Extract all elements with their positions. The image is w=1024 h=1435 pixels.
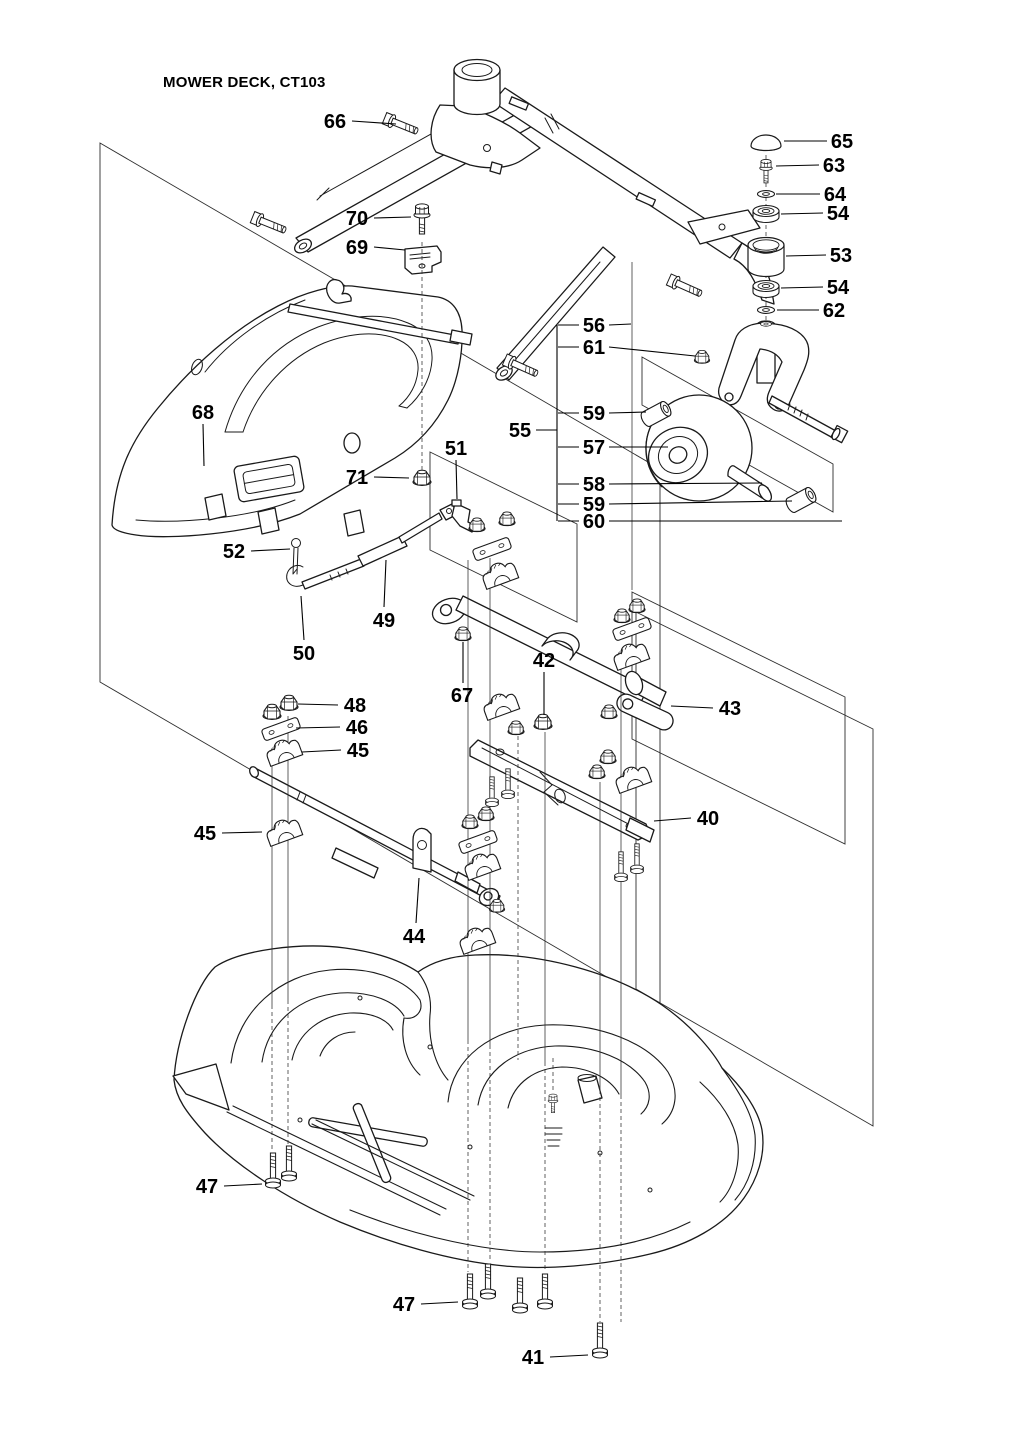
part-label-42 (533, 650, 555, 715)
part-label-49 (373, 560, 395, 632)
callout-number: 54 (826, 277, 850, 299)
hex-bolt-part (760, 159, 772, 182)
flange-locknut-part (413, 470, 431, 485)
part-label-59 (558, 403, 646, 425)
leader-line (781, 287, 823, 288)
callout-number: 70 (345, 208, 369, 230)
cotter-pin-52 (292, 539, 301, 548)
leader-line (609, 412, 646, 413)
part-label-56 (558, 315, 631, 337)
flange-locknut-part (601, 705, 617, 719)
part-label-65 (784, 131, 853, 153)
flange-locknut-part (589, 765, 605, 779)
flange-locknut-part (469, 518, 485, 532)
callout-number: 56 (582, 315, 606, 337)
carriage-bolt-part (615, 852, 628, 882)
part-label-69 (346, 237, 405, 259)
leader-line (301, 596, 304, 640)
callout-number: 62 (822, 300, 846, 322)
callout-number: 60 (582, 511, 606, 533)
diagram-title: MOWER DECK, CT103 (163, 74, 326, 91)
leader-line (609, 324, 631, 325)
part-label-44 (403, 878, 426, 948)
callout-number: 41 (521, 1347, 545, 1369)
flange-locknut-part (462, 815, 478, 829)
axle-bolt-60 (769, 396, 848, 443)
part-label-52 (223, 541, 290, 563)
part-label-61 (558, 337, 695, 359)
backing-plate-part (472, 537, 512, 561)
part-label-47 (196, 1176, 262, 1198)
callout-number: 58 (582, 474, 606, 496)
flange-locknut-part (280, 695, 298, 710)
part-label-67 (451, 642, 473, 707)
leader-line (302, 750, 341, 752)
part-label-45 (302, 740, 369, 762)
flange-locknut-part (629, 599, 645, 613)
rod-tab (413, 828, 431, 872)
leader-line (456, 460, 457, 499)
part-label-50 (293, 596, 315, 665)
leader-line (298, 704, 338, 705)
part-label-48 (298, 695, 366, 717)
hex-bolt-part (250, 211, 288, 237)
washer-part (760, 322, 771, 326)
hex-bolt-part (666, 273, 704, 300)
callout-number: 63 (822, 155, 846, 177)
callout-number: 42 (532, 650, 556, 672)
part-label-41 (522, 1347, 588, 1369)
part-label-63 (776, 155, 845, 177)
flange-locknut-part (614, 609, 630, 623)
callout-number: 67 (450, 685, 474, 707)
leader-line (374, 477, 409, 478)
callout-number: 69 (345, 237, 369, 259)
backing-plate-part (261, 717, 301, 741)
callout-number: 45 (346, 740, 370, 762)
flange-locknut-part (499, 512, 515, 526)
callout-number: 50 (292, 643, 316, 665)
leader-line (781, 213, 823, 214)
leader-line (416, 878, 419, 923)
leader-line (384, 560, 386, 607)
leader-line (550, 1355, 588, 1357)
callout-number: 43 (718, 698, 742, 720)
callout-number: 68 (191, 402, 215, 424)
clamp-half-part (264, 815, 303, 846)
rod-strap (332, 848, 378, 878)
clamp-half-part (611, 639, 650, 670)
callout-number: 55 (508, 420, 532, 442)
deck-bolt-part (481, 1264, 496, 1299)
leader-line (374, 217, 411, 218)
callout-number: 65 (830, 131, 854, 153)
part-label-43 (671, 698, 741, 720)
part-label-62 (777, 300, 845, 322)
clamp-half-part (462, 849, 501, 880)
part-label-40 (654, 808, 719, 830)
callout-number: 53 (829, 245, 853, 267)
part-label-54 (781, 203, 850, 225)
leader-line (786, 255, 826, 256)
callout-number: 47 (195, 1176, 219, 1198)
part-label-53 (786, 245, 852, 267)
callout-number: 61 (582, 337, 606, 359)
bearing-part (753, 281, 779, 298)
backing-plate-part (458, 830, 498, 854)
leader-line (776, 165, 819, 166)
callout-number: 51 (444, 438, 468, 460)
carriage-bolt-part (486, 777, 499, 807)
flange-locknut-part (534, 714, 552, 729)
clamp-half-part (613, 762, 652, 793)
callout-number: 47 (392, 1294, 416, 1316)
bearing-part (753, 206, 779, 223)
part-label-47 (393, 1294, 458, 1316)
callout-number: 71 (345, 467, 369, 489)
deck-cover (112, 280, 472, 537)
callout-number: 46 (345, 717, 369, 739)
flange-locknut-part (263, 704, 281, 719)
deck-bolt-part (513, 1278, 528, 1313)
clamp-half-part (480, 558, 519, 589)
callout-number: 45 (193, 823, 217, 845)
flange-locknut-part (600, 750, 616, 764)
leader-line (421, 1302, 458, 1304)
leader-line (222, 832, 262, 833)
flange-locknut-part (694, 350, 709, 363)
callout-number: 66 (323, 111, 347, 133)
washer-part (758, 307, 775, 314)
part-label-54 (781, 277, 850, 299)
height-linkage (287, 500, 476, 589)
callout-number: 49 (372, 610, 396, 632)
leader-line (251, 549, 290, 551)
washer-part (758, 191, 775, 198)
callout-number: 59 (582, 403, 606, 425)
part-label-45 (194, 823, 262, 845)
hex-bolt-part (382, 112, 420, 138)
wheel-bushing-part (784, 486, 818, 514)
flange-locknut-part (478, 807, 494, 821)
callout-number: 59 (582, 494, 606, 516)
carriage-bolt-part (631, 844, 644, 874)
leader-line (296, 727, 340, 728)
part-label-60 (558, 511, 842, 533)
callout-number: 54 (826, 203, 850, 225)
callout-number: 57 (582, 437, 606, 459)
part-label-46 (296, 717, 368, 739)
leader-line (224, 1184, 262, 1186)
flange-locknut-part (508, 721, 524, 735)
callout-number: 52 (222, 541, 246, 563)
deck-bolt-part (538, 1274, 553, 1309)
deck-bolt-part (593, 1323, 608, 1358)
dust-cap-part (751, 135, 781, 151)
callout-number: 40 (696, 808, 720, 830)
bracket-69 (405, 246, 441, 274)
callout-number: 64 (823, 184, 847, 206)
leader-line (374, 247, 405, 250)
flange-locknut-part (455, 627, 471, 641)
leader-line (671, 706, 713, 708)
hex-bolt-part (414, 204, 430, 234)
deck-bolt-part (463, 1274, 478, 1309)
callout-number: 44 (402, 926, 426, 948)
spacer-sleeve-part (748, 238, 784, 277)
callout-number: 48 (343, 695, 367, 717)
clamp-half-part (481, 689, 520, 720)
leader-line (609, 347, 695, 356)
part-label-71 (346, 467, 409, 489)
